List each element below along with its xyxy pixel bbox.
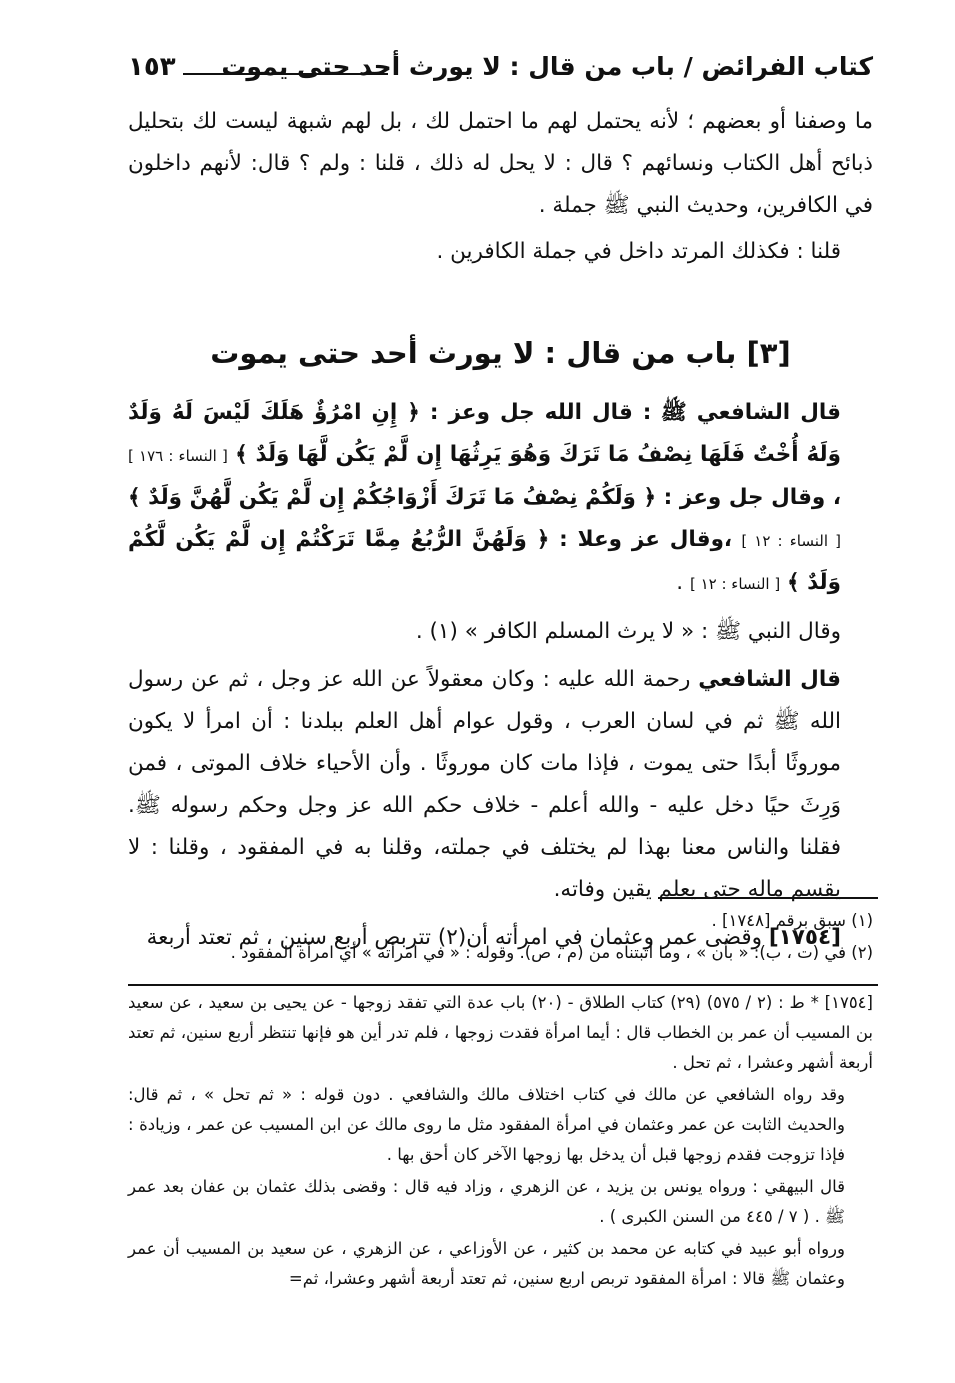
header-title: كتاب الفرائض / باب من قال : لا يورث أحد حتى يموت — [221, 52, 873, 81]
running-header — [128, 52, 873, 96]
commentary-paragraph — [128, 659, 873, 911]
note-paragraph: [١٧٥٤] * ط : (٢ / ٥٧٥) (٢٩) كتاب الطلاق - (٢٠) باب عدة التي تفقد زوجها - عن يحيى بن سعيد ، عن سعيد بن المسيب أن عمر بن الخطاب قال : أيما امرأة فقدت زوجها ، فلم تدر أين هو فإنها تنتظر أربع سنين، ثم تعتد أربعة أشهر وعشرا ، ثم تحل . — [128, 993, 873, 1072]
footnote: (٢) في (ت ، ب): « بأن » ، وما أثبتناه من (م ، ص). وقوله : « في امرأته » أي امرأة المفقود . — [230, 943, 873, 962]
footnotes — [128, 905, 873, 969]
footnote-rule — [658, 897, 878, 899]
section-text — [128, 392, 873, 959]
speaker-lead: قال الشافعي ﷺ — [660, 400, 841, 425]
numbered-text: وقضى عمر وعثمان في امرأته أن(٢) تتربص أربع سنين ، ثم تعتد أربعة — [146, 925, 762, 950]
quran-paragraph — [128, 392, 873, 605]
hadith-paragraph: وقال النبي ﷺ : « لا يرث المسلم الكافر » (١) . — [415, 619, 841, 644]
intro-paragraph: ما وصفنا أو بعضهم ؛ لأنه يحتمل لهم ما احتمل لك ، بل لهم شبهة ليست لك بتحليل ذبائح أهل الكتاب ونسائهم ؟ قال : لا يحل له ذلك ، قلنا : ولم ؟ قال: لأنهم داخلون في الكافرين، وحديث النبي ﷺ جملة . — [128, 109, 873, 218]
section-heading: [٣] باب من قال : لا يورث أحد حتى يموت — [210, 336, 791, 370]
footnote: (١) سبق برقم [١٧٤٨] . — [711, 911, 873, 930]
verse-text: ، وقال جل وعز : ﴿ وَلَكُمْ نِصْفُ مَا تَرَكَ أَزْوَاجُكُمْ إِن لَّمْ يَكُن لَّهُنَّ وَلَدٌ ﴾ — [128, 485, 841, 510]
speaker-lead: قال الشافعي — [698, 667, 841, 692]
editor-notes — [128, 988, 873, 1296]
page-number: ١٥٣ — [128, 52, 176, 82]
verse-text: : قال الله جل وعز : ﴿ إِنِ امْرُؤٌ هَلَكَ لَيْسَ لَهُ وَلَدٌ وَلَهُ أُخْتٌ فَلَهَا نِصْفُ مَا تَرَكَ وَهُوَ يَرِثُهَا إِن لَّمْ يَكُن لَّهَا وَلَدٌ ﴾ — [128, 400, 841, 467]
note-paragraph: وقد رواه الشافعي عن مالك في كتاب اختلاف مالك والشافعي . دون قوله : « ثم تحل » ، ثم قال: والحديث الثابت عن عمر وعثمان في امرأة المفقود مثل ما روى مالك عن ابن المسيب عن عمر ، وزيادة : فإذا تزوجت فقدم زوجها قبل أن يدخل بها زوجها الآخر كان أحق بها . — [128, 1085, 845, 1164]
sentence-end: . — [676, 570, 684, 595]
intro-text — [128, 101, 873, 273]
verse-reference: [ النساء : ١٧٦ ] — [128, 447, 228, 465]
notes-rule — [128, 984, 878, 986]
intro-conclusion: قلنا : فكذلك المرتد داخل في جملة الكافرين . — [436, 239, 841, 264]
paragraph-number: [١٧٥٤] — [768, 925, 841, 950]
header-rule — [183, 73, 388, 75]
note-paragraph: قال البيهقي : ورواه يونس بن يزيد ، عن الزهري ، وزاد فيه قال : وقضى بذلك عثمان بن عفان بعد عمر ﷺ . ( ٧ / ٤٤٥ من السنن الكبرى ) . — [128, 1177, 845, 1226]
verse-reference: [ النساء : ١٢ ] — [689, 575, 781, 593]
verse-text: ،وقال عز وعلا : ﴿ وَلَهُنَّ الرُّبُعُ مِمَّا تَرَكْتُمْ إِن لَّمْ يَكُن لَّكُمْ وَلَدٌ ﴾ — [128, 527, 841, 595]
commentary-text: رحمة الله عليه : وكان معقولاً عن الله عز وجل ، ثم عن رسول الله ﷺ ثم في لسان العرب ، وقول عوام أهل العلم ببلدنا : أن امرأ لا يكون موروثًا أبدًا حتى يموت ، فإذا مات كان موروثًا . وأن الأحياء خلاف الموتى ، فمن وَرِثَ حيًا دخل عليه - والله أعلم - خلاف حكم الله عز وجل وحكم رسوله ﷺ. فقلنا والناس معنا بهذا لم يختلف في جملته، وقلنا به في المفقود ، وقلنا : لا يقسم ماله حتى يعلم يقين وفاته. — [128, 667, 841, 902]
verse-reference: [ النساء : ١٢ ] — [741, 532, 841, 550]
note-paragraph: ورواه أبو عبيد في كتابه عن محمد بن كثير ، عن الأوزاعي ، عن الزهري ، عن سعيد بن المسيب أن عمر وعثمان ﷺ قالا : امرأة المفقود تربص اربع سنين، ثم تعتد أربعة أشهر وعشرا، ثم= — [128, 1239, 845, 1288]
